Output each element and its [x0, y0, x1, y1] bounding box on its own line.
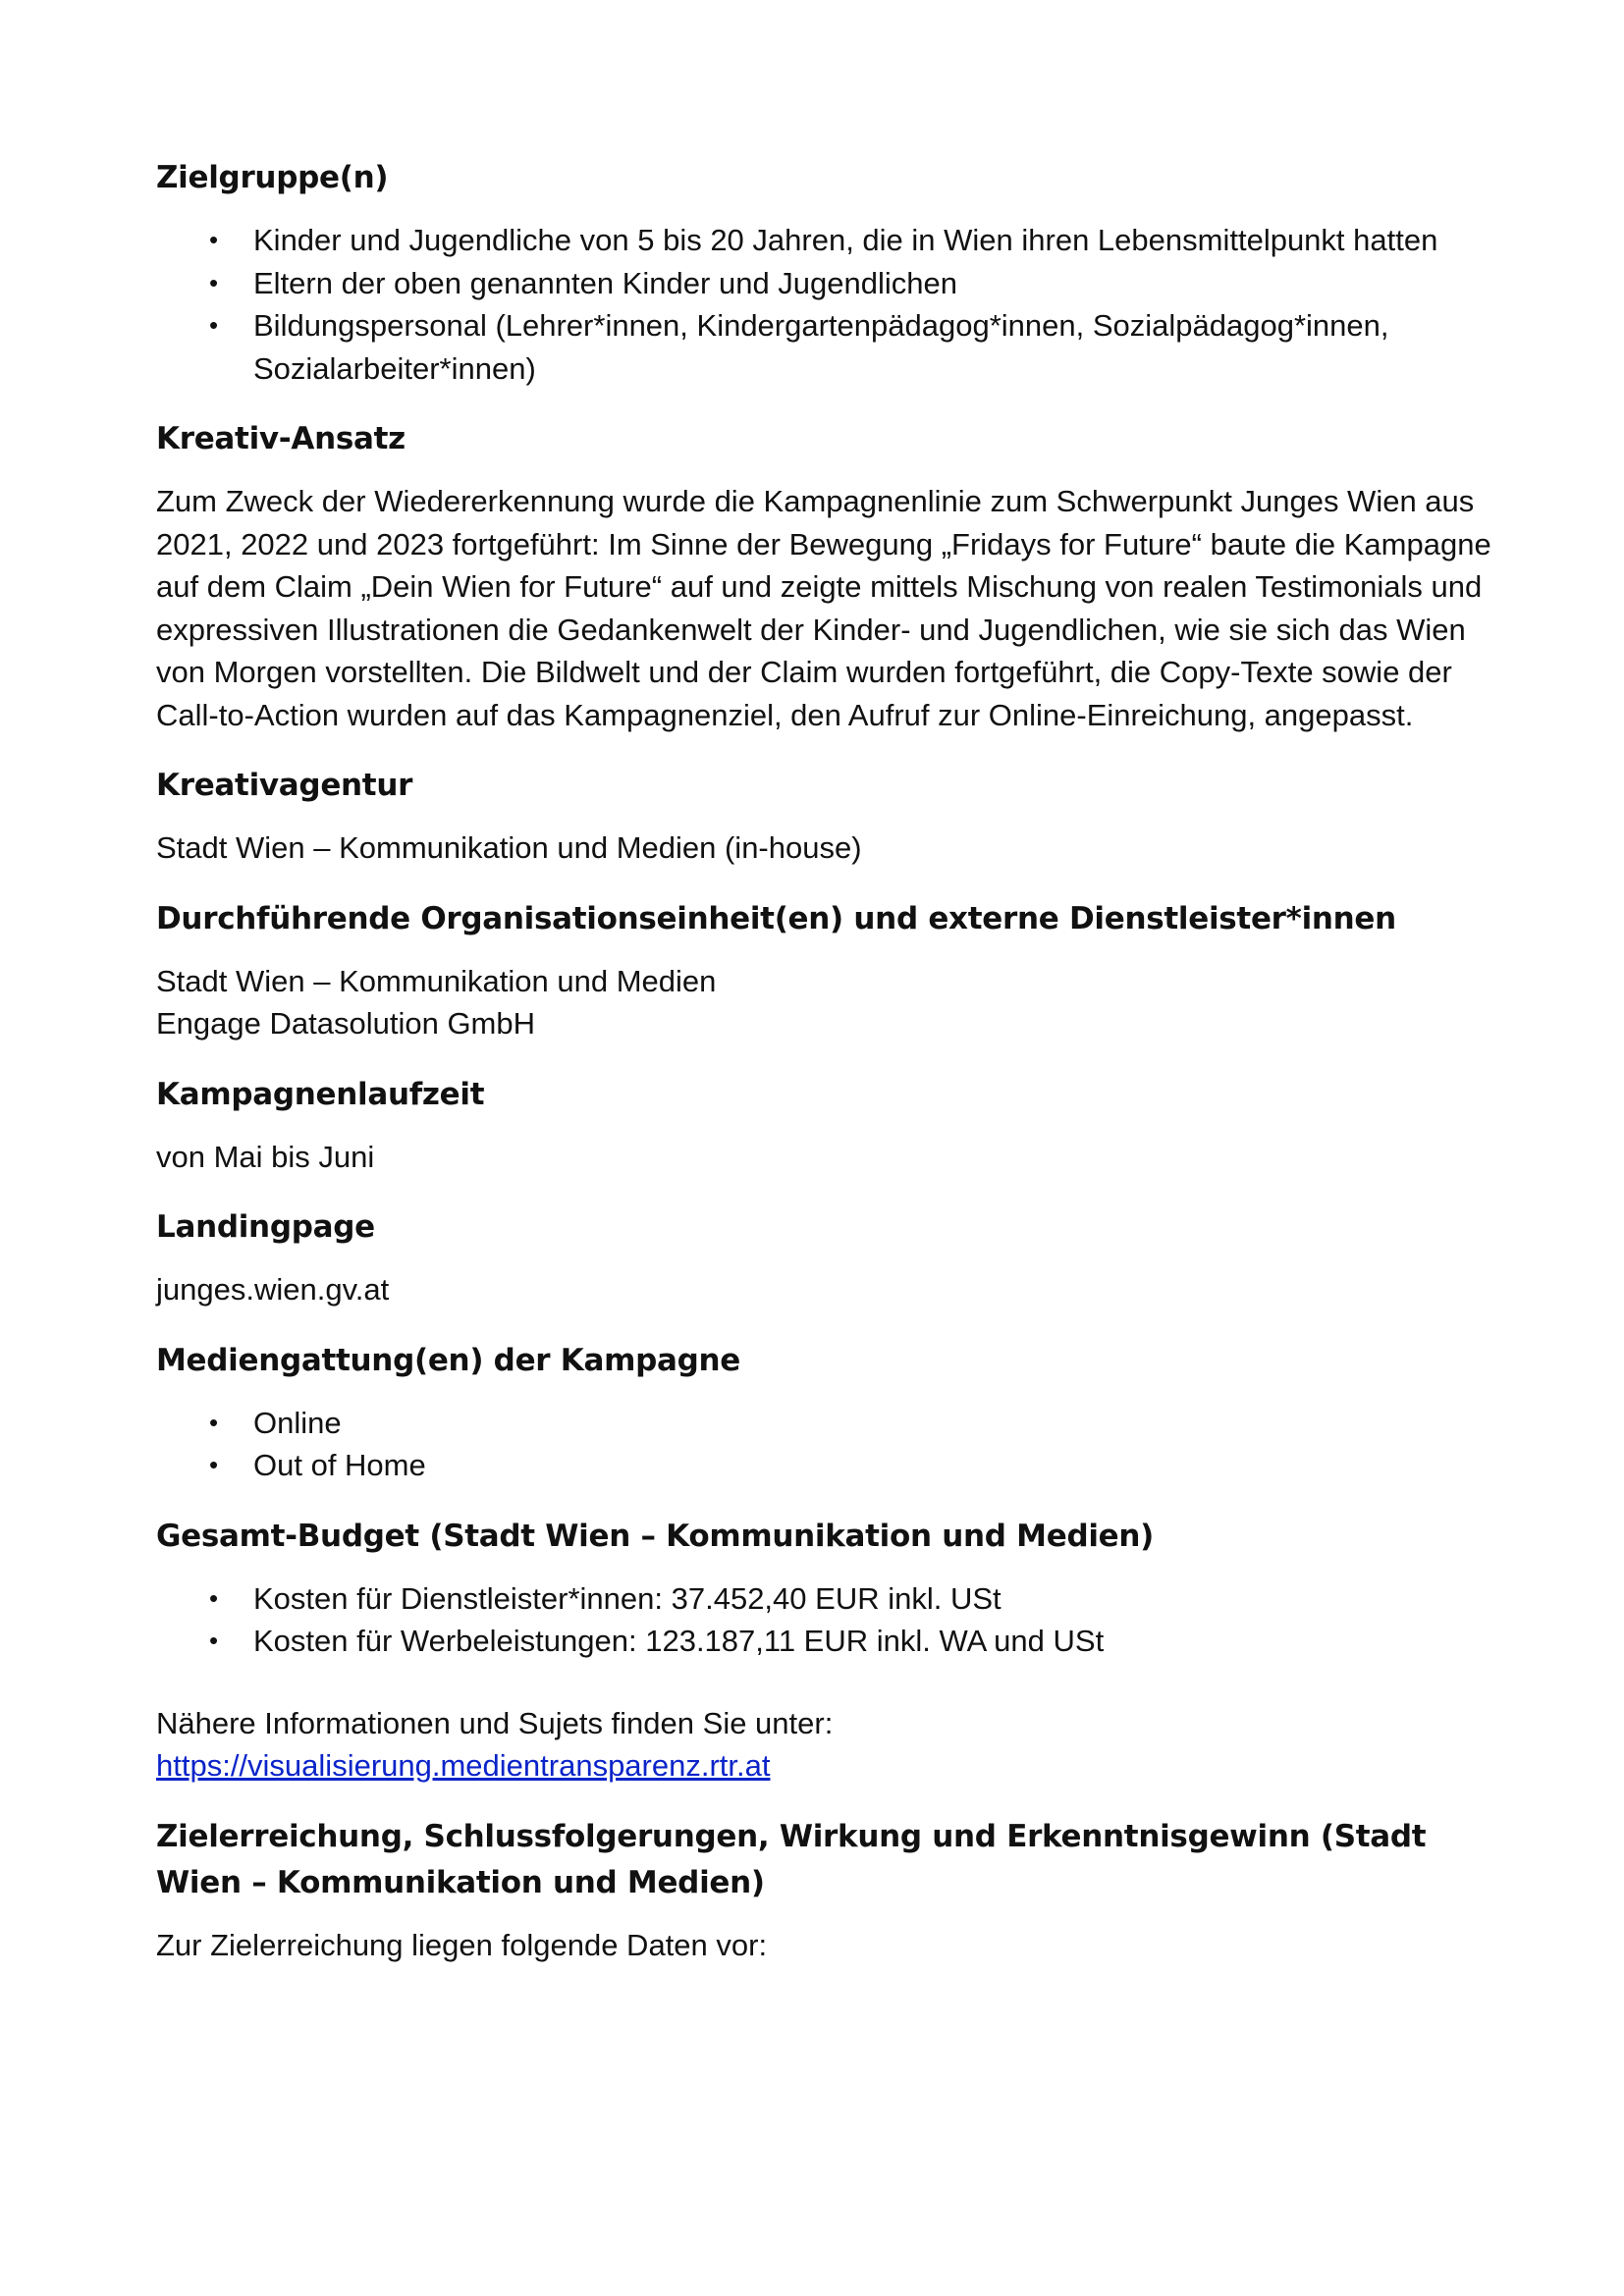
- list-item: • Kosten für Werbeleistungen: 123.187,11 EUR inkl. WA und USt: [156, 1620, 1491, 1663]
- bullet-icon: •: [209, 1407, 219, 1437]
- heading-zielerreichung: Zielerreichung, Schlussfolgerungen, Wirkung und Erkenntnisgewinn (Stadt Wien – Kommunikation und Medien): [156, 1818, 1427, 1900]
- heading-kreativagentur: Kreativagentur: [156, 768, 413, 803]
- list-item: • Out of Home: [156, 1444, 1491, 1487]
- heading-kreativ-ansatz: Kreativ-Ansatz: [156, 421, 406, 456]
- paragraph-kampagnenlaufzeit: von Mai bis Juni: [156, 1139, 375, 1174]
- list-budget: [156, 1577, 1491, 1663]
- list-item: • Kosten für Dienstleister*innen: 37.452,40 EUR inkl. USt: [156, 1577, 1491, 1621]
- list-item: • Online: [156, 1402, 1491, 1445]
- paragraph-durchfuehrende-line2: Engage Datasolution GmbH: [156, 1006, 536, 1041]
- heading-zielgruppen: Zielgruppe(n): [156, 160, 389, 195]
- rtr-link[interactable]: https://visualisierung.medientransparenz.rtr.at: [156, 1748, 771, 1783]
- list-item: • Bildungspersonal (Lehrer*innen, Kindergartenpädagog*innen, Sozialpädagog*innen, Sozialarbeiter*innen): [156, 304, 1491, 390]
- bullet-icon: •: [209, 310, 219, 340]
- paragraph-zielerreichung: Zur Zielerreichung liegen folgende Daten vor:: [156, 1927, 768, 1962]
- link-paragraph: [156, 1744, 1491, 1788]
- bullet-icon: •: [209, 1626, 219, 1655]
- bullet-icon: •: [209, 267, 219, 297]
- bullet-icon: •: [209, 225, 219, 254]
- heading-mediengattungen: Mediengattung(en) der Kampagne: [156, 1342, 741, 1378]
- paragraph-kreativagentur: Stadt Wien – Kommunikation und Medien (in-house): [156, 830, 862, 865]
- paragraph-info: Nähere Informationen und Sujets finden Sie unter:: [156, 1705, 834, 1740]
- heading-kampagnenlaufzeit: Kampagnenlaufzeit: [156, 1076, 485, 1112]
- list-mediengattungen: [156, 1402, 1491, 1487]
- list-item: • Eltern der oben genannten Kinder und Jugendlichen: [156, 262, 1491, 305]
- heading-budget: Gesamt-Budget (Stadt Wien – Kommunikation und Medien): [156, 1518, 1155, 1554]
- heading-durchfuehrende: Durchführende Organisationseinheit(en) und externe Dienstleister*innen: [156, 900, 1396, 936]
- paragraph-landingpage: junges.wien.gv.at: [156, 1272, 390, 1307]
- bullet-icon: •: [209, 1582, 219, 1613]
- document-page: [156, 155, 1491, 1966]
- paragraph-kreativ-ansatz: Zum Zweck der Wiedererkennung wurde die Kampagnenlinie zum Schwerpunkt Junges Wien aus 2021, 2022 und 2023 fortgeführt: Im Sinne der Bewegung „Fridays for Future“ baute die Kampagne auf dem Claim „Dein Wien for Future“ auf und zeigte mittels Mischung von realen Testimonials und expressiven Illustrationen die Gedankenwelt der Kinder- und Jugendlichen, wie sie sich das Wien von Morgen vorstellten. Die Bildwelt und der Claim wurden fortgeführt, die Copy-Texte sowie der Call-to-Action wurden auf das Kampagnenziel, den Aufruf zur Online-Einreichung, angepasst.: [156, 484, 1491, 732]
- list-zielgruppen: [156, 219, 1491, 390]
- bullet-icon: •: [209, 1450, 219, 1479]
- list-item: • Kinder und Jugendliche von 5 bis 20 Jahren, die in Wien ihren Lebensmittelpunkt hatten: [156, 219, 1491, 262]
- paragraph-durchfuehrende-line1: Stadt Wien – Kommunikation und Medien: [156, 963, 717, 998]
- heading-landingpage: Landingpage: [156, 1209, 375, 1245]
